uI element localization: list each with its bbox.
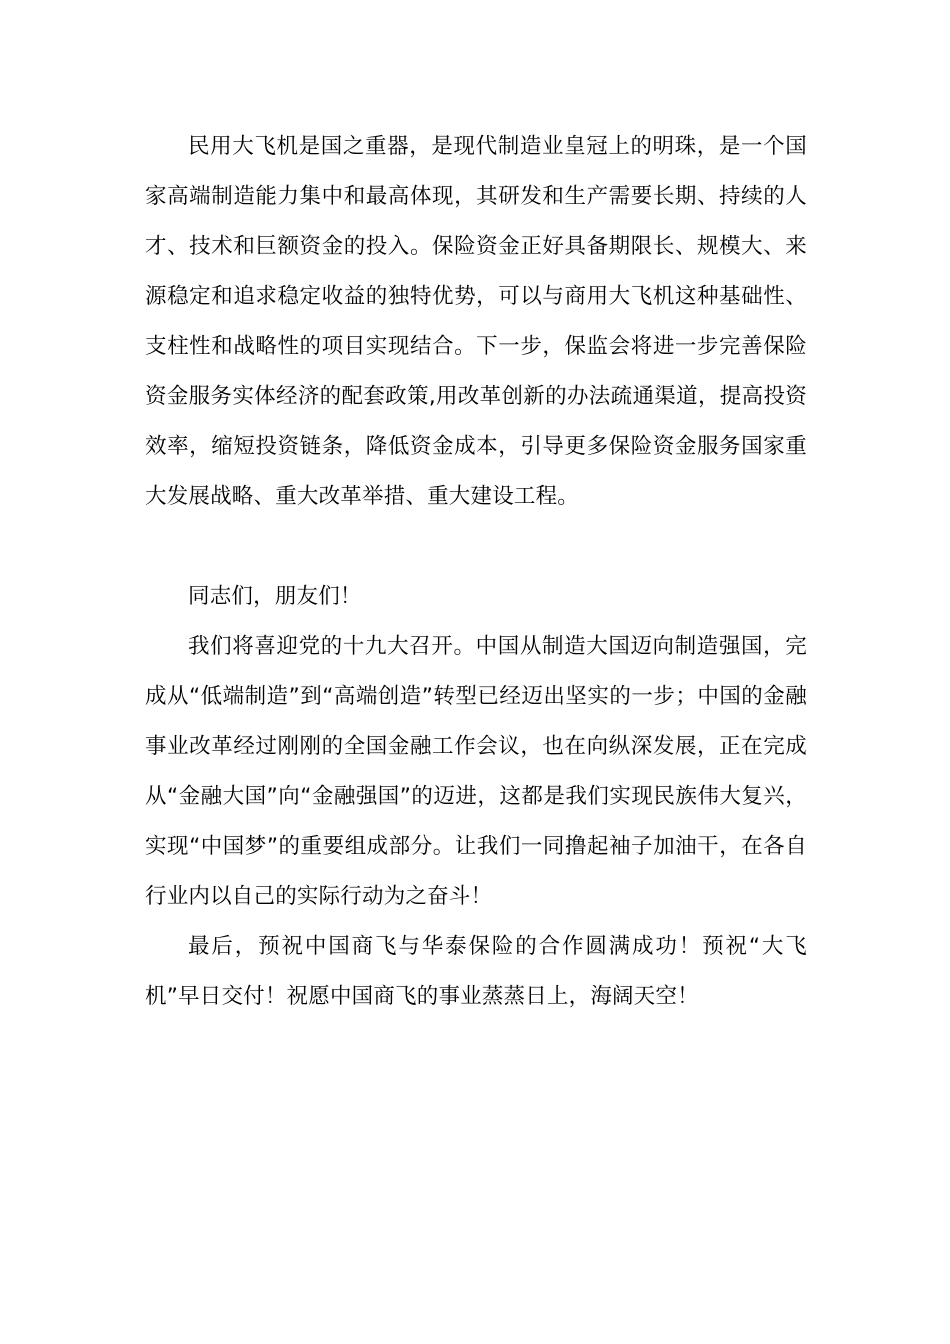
- paragraph-gap: [145, 522, 807, 572]
- paragraph-greeting: 同志们，朋友们！: [188, 584, 362, 609]
- paragraph-nineteenth-congress: 我们将喜迎党的十九大召开。中国从制造大国迈向制造强国，完成从“低端制造”到“高端创造”转型已经迈出坚实的一步；中国的金融事业改革经过刚刚的全国金融工作会议，也在向纵深发展，正在完成从“金融大国”向“金融强国”的迈进，这都是我们实现民族伟大复兴，实现“中国梦”的重要组成部分。让我们一同撸起袖子加油干，在各自行业内以自己的实际行动为之奋斗！: [145, 634, 807, 909]
- paragraph-closing-wishes: 最后，预祝中国商飞与华泰保险的合作圆满成功！预祝“大飞机”早日交付！祝愿中国商飞的事业蒸蒸日上，海阔天空！: [145, 934, 807, 1009]
- document-body: [145, 122, 807, 1022]
- paragraph-aircraft-insurance: 民用大飞机是国之重器，是现代制造业皇冠上的明珠，是一个国家高端制造能力集中和最高体现，其研发和生产需要长期、持续的人才、技术和巨额资金的投入。保险资金正好具备期限长、规模大、来源稳定和追求稳定收益的独特优势，可以与商用大飞机这种基础性、支柱性和战略性的项目实现结合。下一步，保监会将进一步完善保险资金服务实体经济的配套政策,用改革创新的办法疏通渠道，提高投资效率，缩短投资链条，降低资金成本，引导更多保险资金服务国家重大发展战略、重大改革举措、重大建设工程。: [145, 134, 807, 509]
